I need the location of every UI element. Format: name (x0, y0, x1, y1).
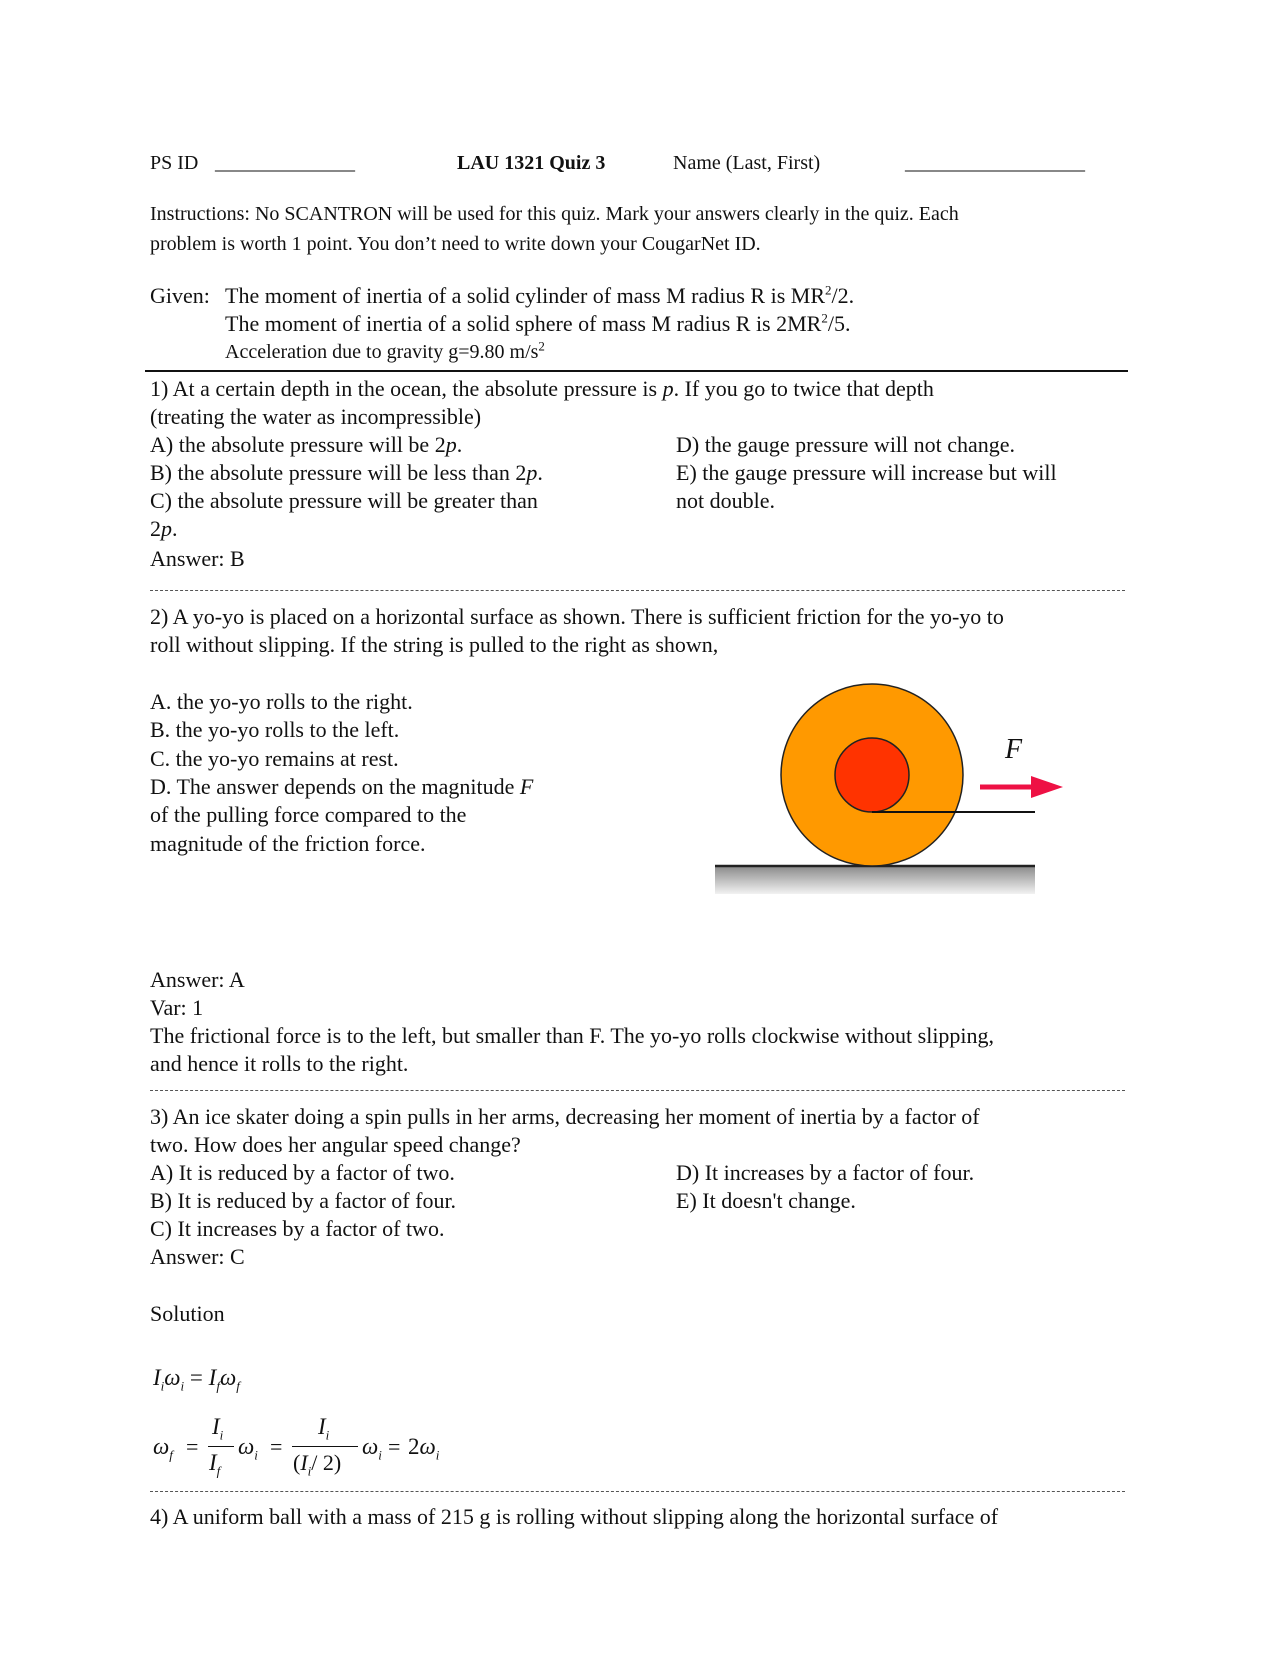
given-sphere: The moment of inertia of a solid sphere of mass M radius R is $2MR^2/5$. (225, 310, 851, 336)
q3-equation-2: $\omega_f$ = $I_i$ $I_f$ $\omega_i$ = $I_i$ ($I_i/$ 2) $\omega_i$ = $2\omega_i$ (153, 1414, 440, 1479)
q2-stem-line1: 2) A yo-yo is placed on a horizontal surface as shown. There is sufficient friction for the yo-yo to (150, 604, 1004, 629)
given-label: Given: (150, 283, 210, 308)
q2-variant: Var: 1 (150, 995, 204, 1020)
force-label: F (1005, 734, 1023, 765)
q2-explanation-line1: The frictional force is to the left, but smaller than F. The yo-yo rolls clockwise without slipping, (150, 1023, 995, 1048)
quiz-title: LAU 1321 Quiz 3 (457, 152, 606, 174)
given-divider (145, 370, 1128, 372)
separator-1 (150, 590, 1125, 591)
q1-option-c[interactable]: C) the absolute pressure will be greater than (150, 488, 538, 513)
q3-option-b[interactable]: B) It is reduced by a factor of four. (150, 1188, 457, 1213)
q2-option-c[interactable]: C. the yo-yo remains at rest. (150, 746, 399, 771)
ground-surface (715, 866, 1035, 894)
q2-answer: Answer: A (150, 967, 245, 992)
q3-answer: Answer: C (150, 1244, 245, 1269)
psid-blank[interactable]: ______________ (215, 152, 355, 174)
q2-option-b[interactable]: B. the yo-yo rolls to the left. (150, 717, 400, 742)
q1-option-e[interactable]: E) the gauge pressure will increase but will (676, 460, 1057, 485)
q3-equation-1: $I_i\omega_i = I_f\omega_f$ (153, 1365, 240, 1394)
q1-option-a[interactable]: A) the absolute pressure will be 2p. (150, 432, 463, 457)
name-blank[interactable]: __________________ (905, 152, 1085, 174)
separator-3 (150, 1491, 1125, 1492)
q3-option-a[interactable]: A) It is reduced by a factor of two. (150, 1160, 455, 1185)
instructions-line1: Instructions: No SCANTRON will be used for this quiz. Mark your answers clearly in the quiz. Each (150, 203, 959, 225)
q1-option-e-cont: not double. (676, 488, 775, 513)
yoyo-axle (835, 738, 909, 812)
q3-option-e[interactable]: E) It doesn't change. (676, 1188, 856, 1213)
q4-stem-line1: 4) A uniform ball with a mass of 215 g is rolling without slipping along the horizontal surface of (150, 1504, 999, 1529)
q2-option-d-cont2: magnitude of the friction force. (150, 831, 426, 856)
q2-option-a[interactable]: A. the yo-yo rolls to the right. (150, 689, 413, 714)
q3-stem-line2: two. How does her angular speed change? (150, 1132, 521, 1157)
given-gravity: Acceleration due to gravity g=9.80 $m/s^2$ (225, 338, 545, 363)
q1-stem-line1: 1) At a certain depth in the ocean, the absolute pressure is p. If you go to twice that depth (150, 376, 934, 401)
q2-option-d-cont1: of the pulling force compared to the (150, 802, 467, 827)
q3-stem-line1: 3) An ice skater doing a spin pulls in her arms, decreasing her moment of inertia by a factor of (150, 1104, 980, 1129)
q1-option-c-cont: 2p. (150, 516, 178, 541)
force-arrow-head (1031, 776, 1063, 798)
instructions-line2: problem is worth 1 point. You don’t need to write down your CougarNet ID. (150, 233, 761, 255)
separator-2 (150, 1090, 1125, 1091)
q3-option-d[interactable]: D) It increases by a factor of four. (676, 1160, 975, 1185)
q3-solution-label: Solution (150, 1301, 225, 1326)
q2-explanation-line2: and hence it rolls to the right. (150, 1051, 409, 1076)
given-cylinder: The moment of inertia of a solid cylinder of mass M radius R is $MR^2/2$. (225, 282, 855, 308)
psid-label: PS ID (150, 152, 199, 174)
q1-answer: Answer: B (150, 546, 245, 571)
q2-option-d[interactable]: D. The answer depends on the magnitude F (150, 774, 534, 799)
q1-option-b[interactable]: B) the absolute pressure will be less than 2p. (150, 460, 543, 485)
q1-stem-line2: (treating the water as incompressible) (150, 404, 482, 429)
q2-stem-line2: roll without slipping. If the string is pulled to the right as shown, (150, 632, 719, 657)
name-label: Name (Last, First) (673, 152, 821, 174)
yoyo-figure (715, 680, 1075, 900)
q1-option-d[interactable]: D) the gauge pressure will not change. (676, 432, 1016, 457)
q3-option-c[interactable]: C) It increases by a factor of two. (150, 1216, 445, 1241)
